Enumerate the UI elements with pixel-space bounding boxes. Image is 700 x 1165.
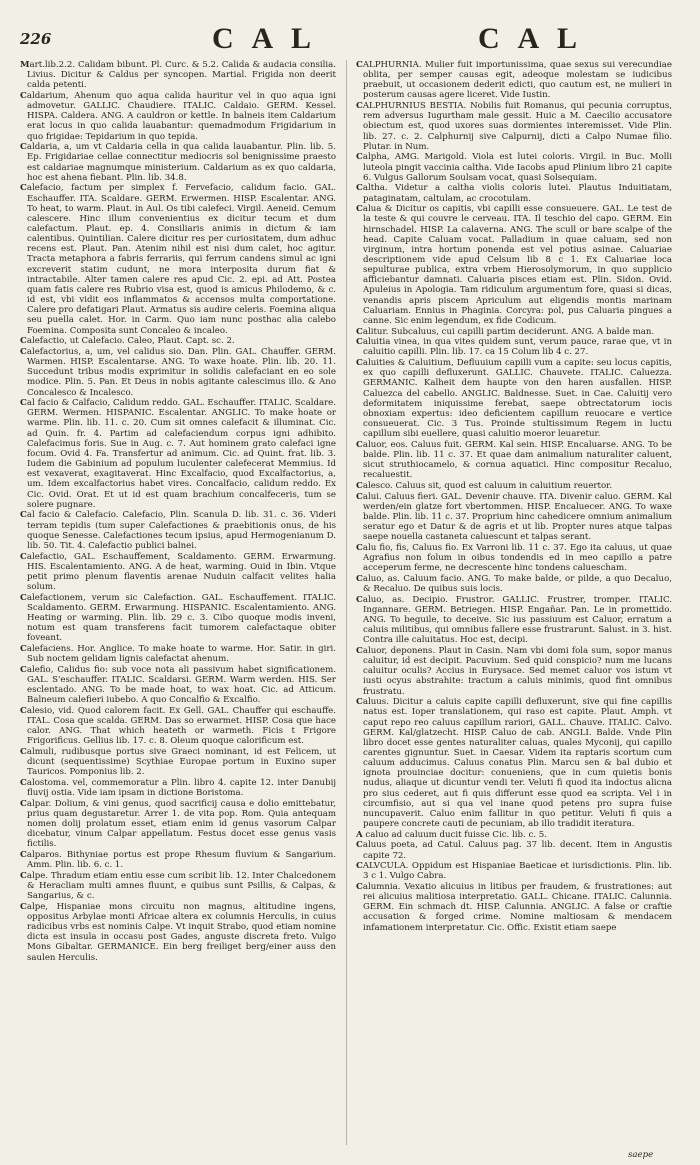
page-number: 226 [20,30,52,48]
dictionary-entry: Caluo, as. Caluum facio. ANG. To make balde, or pilde, a quo Decaluo, & Recaluo. De quibus suis locis. [356,573,672,594]
dictionary-entry: Mart.lib.2.2. Calidam bibunt. Pl. Curc. & 5.2. Calida & audacia consilia. Livius. Dicitur & Caldus per syncopen. Martial. Frigida non deerit calda petenti. [20,60,336,91]
dictionary-entry: CALPHURNIUS BESTIA. Nobilis fuit Romanus, qui pecunia corruptus, rem adversus Iugurtham male gessit. Huic a M. Caecilio accusatore obiectum est, quod uxores suas dormientes interemisset. Vide Plin. lib. 27. c. 2. Calphurnij sive Calpurnij, dicti a Calpo Numae filio. Plutar. in Num. [356,101,672,152]
dictionary-entry: Caluor, deponens. Plaut in Casin. Nam vbi domi fola sum, sopor manus caluitur, id est decipit. Pacuvium. Sed quid conspicio? num me lucans caluitur oculis? Accius in Eurysace. Sed memet caluor vos istum vt iusti ocyus abstrahite: tractum a caluis minimis, quod fint omnibus frustratu. [356,645,672,697]
dictionary-entry: Caluus. Dicitur a caluis capite capilli defluxerunt, sive qui fine capillis natus est. Ioper translationem, qui raso est capite. Plaut. Amph. vt caput repo reo caluus capillum rariori, GALL. Chauve. ITALIC. Calvo. GERM. Kal/glatzecht. HISP. Caluo de cab. ANGLI. Balde. Vnde Plin libro docet esse gentes naturaliter caluas, quales Myconij, qui capillo carentes gignuntur. Suet. in Caesar. Videm ita raptaris scortum cum caluum adducimus. Caluus conatus Plin. Marcu sen & bal dubio et ignota prouinciae docitur: conueniens, que in cum quietis bonis nudus, aliaque ut dicuntur vendi ter. Veluti fi quod ita indoctus alicna pro sius cederet, aut fi quis differunt esse quod ea scripta. Vel i in circumfisio, aut si qua vel inane quod petens pro supra fuise nuncupaverit. Caluo enim fallitur in quo petitur. Veluti fi quis a paupere concrete cauti de pecuniam, ab illo tradidit iteratura. [356,697,672,830]
dictionary-entry: Calitur. Subcaluus, cui capilli partim deciderunt. ANG. A balde man. [356,326,655,337]
left-column [20,60,336,1150]
dictionary-entry: A caluo ad caluum ducit fuisse Cic. lib. c. 5. [356,829,547,840]
catchword: saepe [628,1150,654,1160]
dictionary-entry: Calesio, vid. Quod calorem facit. Ex Gell. GAL. Chauffer qui eschauffe. ITAL. Cosa que scalda. GERM. Das so erwarmet. HISP. Cosa que hace calor. ANG. That which heateth or warmeth. Ficis t Frigore Frigorificus. Gellius lib. 17. c. 8. Oleum quoque calorificum est. [20,705,336,747]
dictionary-entry: Caluo, as. Decipio. Frustror. GALLIC. Frustrer, tromper. ITALIC. Ingannare. GERM. Betriegen. HISP. Engañar. Pan. Le in promettido. ANG. To beguile, to deceive. Sic ius passiuum est Caluor, erratum a caluis militibus, qui omnibus fallere esse frustrarunt. Salust. in 3. hist. Contra ille caluitatus. Hoc est, decipi. [356,594,672,646]
dictionary-entry: Caluities & Caluitium, Defluuium capilli vum a capite: seu locus capitis, ex quo capilli defluxerunt. GALLIC. Chauvete. ITALIC. Caluezza. GERMANIC. Kalheit dem haupte von den haren ausfallen. HISP. Caluezca del cabello. ANGLIC. Baldnesse. Suet. in Cae. Caluitij vero deformitatem iniquissime ferebat, saepe obtrectatorum iocis obnoxiam expertus: ideo deficientem capillum reuocare e vertice consueuerat. Cic. 3 Tus. Proinde stultissimum Regem in luctu capillum sibi euellere, quasi caluitio moeror leuaretur. [356,358,672,440]
dictionary-entry: Calpe, Hispaniae mons circuitu non magnus, altitudine ingens, oppositus Arbylae monti Africae altera ex columnis Herculis, in cuius radicibus vrbs est nominis Calpe. Vt inquit Strabo, quod etiam nomine dicta est insula in occasu post Gades, anguste discreta freto. Vulgo Mons Gibaltar. GERMANICE. Ein berg freiliget berg/einer auss den saulen Herculis. [20,901,336,963]
column-divider [346,60,347,1145]
dictionary-entry: CALVCULA. Oppidum est Hispaniae Baeticae et iurisdictionis. Plin. lib. 3 c 1. Vulgo Cabra. [356,861,672,882]
right-column [356,60,672,1150]
page-header [0,18,700,55]
dictionary-entry: Calumnia. Vexatio alicuius in litibus per fraudem, & frustrationes: aut rei alicuius malitiosa interpretatio. GALL. Chicane. ITALIC. Calunnia. GERM. Ein schmach dt. HISP. Calunnia. ANGLIC. A false or craftie accusation & forged crime. Nomine maltiosam & mendacem infamationem interpretatur. Cic. Offic. Existit etiam saepe [356,882,672,933]
dictionary-entry: Calparos. Bithyniae portus est prope Rhesum fluvium & Sangarium. Amm. Plin. lib. 6. c. 1. [20,850,336,871]
dictionary-entry: Calu fio, fis, Caluus fio. Ex Varroni lib. 11 c. 37. Ego ita caluus, ut quae Agrafius non folum in oibus tondendis ed in meo capillo a patre acceperum ferme, ne decrescente hinc tondens caluescham. [356,542,672,574]
dictionary-entry: Cal facio & Calfacio, Calidum reddo. GAL. Eschauffer. ITALIC. Scaldare. GERM. Wermen. HISPANIC. Escalentar. ANGLIC. To make hoate or warme. Plin. lib. 11. c. 20. Cum sit omnes calefacit & illuminat. Cic. ad Quin. fr. 4. Partim ad calefaciendum corpus igni adhibito. Calefacimus foris. Sue in Aug. c. 7. Aut hominem grato calefaci igne focum. Ovid 4. Fa. Transfertur ad animum. Cic. ad Quint. frat. lib. 3. Iudem die Gabinium ad populum luculenter calefecerat Memmius. Id est vexaverat, exagitaverat. Hinc Excalfacio, quod Excalfactorius, a, um. Idem excalfactorius habet vires. Concalfacio, calidum reddo. Ex Cic. Ovid. Orat. Et ut id est quam brachium concalfeceris, tum se solere pugnare. [20,398,336,510]
dictionary-entry: Calpar. Dolium, & vini genus, quod sacrificij causa e dolio emittebatur, prius quam degustaretur. Arrer 1. de vita pop. Rom. Quia antequam nomen dolij prolatum esset, etiam enim id genus vasorum Calpar dicebatur, vinum Calpar appellatum. Festus docet esse genus vasis fictilis. [20,798,336,850]
dictionary-entry: Caldarium, Ahenum quo aqua calida hauritur vel in quo aqua igni admovetur. GALLIC. Chaudiere. ITALIC. Caldaio. GERM. Kessel. HISPA. Caldera. ANG. A cauldron or kettle. In balneis item Caldarium erat locus in quo calida lauabantur: quemadmodum Frigidarium in quo frigidae: Tepidarium in quo tepida. [20,90,336,142]
dictionary-entry: Calpe. Thradum etiam entiu esse cum scribit lib. 12. Inter Chalcedonem & Heracliam multi amnes fluunt, e quibus sunt Psillis, & Calpas, & Sangarius, & c. [20,870,336,902]
dictionary-entry: Calefactionem, verum sic Calefaction. GAL. Eschauffement. ITALIC. Scaldamento. GERM. Erwarmung. HISPANIC. Escalentamiento. ANG. Heating or warming. Plin. lib. 29 c. 3. Cibo quoque modis inveni, notum est quam transferens facit tumorem calefactaque obiter foveant. [20,592,336,644]
dictionary-entry: CALPHURNIA. Mulier fuit importunissima, quae sexus sui verecundiae oblita, per semper causas egit, adeoque molestam se iudicibus praebuit, ut occasionem dederit edicti, quo cautum est, ne mulieri in posterum causas agere liceret. Vide Iustin. [356,60,672,101]
running-head-right: C A L [478,22,584,55]
dictionary-entry: Calpha, AMG. Marigold. Viola est lutei coloris. Virgil. in Buc. Molli luteola pingit vaccinia caltha. Vide Iacobs apud Plinium libro 21 capite 6. Vulgus Gallorum Soulsam vocat, quasi Solsequiam. [356,152,672,183]
dictionary-entry: Caluitia vinea, in qua vites quidem sunt, verum pauce, rarae que, vt in caluitio capilli. Plin. lib. 17. ca 15 Colum lib 4 c. 27. [356,337,672,358]
dictionary-entry: Calmuli, rudibusque portus sive Graeci nominant, id est Felicem, ut dicunt (sequentissime) Scythiae Europae portum in Euxino super Tauricos. Pomponius lib. 2. [20,746,336,778]
dictionary-entry: Caluor, eos. Caluus fuit. GERM. Kal sein. HISP. Encaluarse. ANG. To be balde. Plin. lib. 11 c. 37. Et quae dam animalium naturaliter caluent, sicut struthiocamelo, & cornua aquatici. Hinc compositur Recaluo, recaluestit. [356,439,672,481]
dictionary-entry: Cal facio & Calefacio. Calefacio, Plin. Scanula D. lib. 31. c. 36. Videri terram tepidis (tum super Calefactiones & praebitionis onus, de his quoque Senesse. Calefactiones tecum ipsius, apud Hermogenianum D. lib. 50. Tit. 4. Calefactio publici balnei. [20,510,336,551]
dictionary-entry: Calefaciens. Hor. Anglice. To make hoate to warme. Hor. Satir. in giri. Sub noctem gelidam lignis calefactat ahenum. [20,643,336,665]
dictionary-entry: Calua & Dicitur os capitis, vbi capilli esse consueuere. GAL. Le test de la teste & qui couvre le cerveau. ITA. Il teschio del capo. GERM. Ein hirnschadel. HISP. La calaverna. ANG. The scull or bare scalpe of the head. Capite Caluam vocat. Palladium in quae caluam, sed non virginum, intra hortum ponenda est vel potius asinae. Caluariae descriptionem vide apud Celsum lib 8 c 1. Ex Caluariae loca sepulturae publica, extra vrbem Hierosolymorum, in quo supplicio afficiebantur damnati. Caluaria pisces etiam est. Plin. Sidon. Ovid. Apuleius in Apologia. Tam ridiculum argumentum fore, quasi si dicas, venandis apris piscem Apriculum aut eligendis montis marinam Caluariam. Ennius in Phaginia. Corcyra: pol, pus Caluaria pingues a canne. Sic enim legendum, ex fide Codicum. [356,204,672,326]
dictionary-entry: Calui. Caluus fieri. GAL. Devenir chauve. ITA. Divenir caluo. GERM. Kal werden/ein glatze fort vbertommen. HISP. Encaluecer. ANG. To waxe balde. Plin. lib. 11 c. 37. Proprium hinc cahedicere omnium animalium seratur ego et Datur & de agris et ut lib. Propter nures atque talpas saepe nouella castaneta caluescunt et talpas serant. [356,491,672,543]
dictionary-entry: Calostoma. vel, commemoratur a Plin. libro 4. capite 12. inter Danubij fluvij ostia. Vide iam ipsam in dictione Boristoma. [20,777,336,799]
running-head-left: C A L [212,22,318,55]
dictionary-entry: Calesco. Caluus sit, quod est caluum in caluitium reuertor. [356,480,613,491]
dictionary-entry: Calefactio, GAL. Eschauffement, Scaldamento. GERM. Erwarmung. HIS. Escalentamiento. ANG. A de heat, warming. Ouid in Ibin. Vtque petit primo plenum flaventis arenae Nuduin calfacit velites halia solum. [20,551,336,592]
dictionary-entry: Calefactio, ut Calefacio. Caleo, Plaut. Capt. sc. 2. [20,336,235,347]
dictionary-entry: Calefacio, factum per simplex f. Fervefacio, calidum facio. GAL. Eschauffer. ITA. Scaldare. GERM. Erwermen. HISP. Escalentar. ANG. To heat, to warm. Plaut. in Aul. Os tibi calefeci. Virgil. Aeneid. Cemum calescere. Hinc illum convenientius ex dicitur tecum et dum calefactum. Plaut. ep. 4. Consiliaris animis in dictum & iam calentibus. Quintilian. Calere dicitur res per curiositatem, dum adhuc recens est. Plaut. Pan. Atenim nihil est nisi dum calet, hoc agitur. Tracta metaphora a fabris ferrariis, qui ferrum candens simul ac igni excreverit statim cudunt, ne mora interposita durum fiat & intractabile. Alter tamen calere res apud Cic. 2. epi. ad Att. Postea quam fatis calere res Rubrio visa est, quod is amicus Philodemo, & c. id est, vbi vidit eos inflammatos & accensos multa comportatione. Calere pro defatigari Plaut. Armatus sis audire celeris. Foemina aliqua seu puella calet. Hor. in Carm. Quo iam nunc posthac alia calebo Foemina. Composita sunt Concaleo & incaleo. [20,183,336,336]
dictionary-entry: Calefactorius, a, um, vel calidus sio. Dan. Plin. GAL. Chauffer. GERM. Warmen. HISP. Escalentarse. ANG. To waxe hoate. Plin. lib. 20. 11. Succedunt tribus modis exprimitur in solidis calefaciant en eo sole modice. Plin. 5. Pan. Et Deus in nobis agitante calescimus illo. & Ano Concalesco & Incalesco. [20,346,336,398]
dictionary-entry: Calefio, Calidus fio: sub voce nota ali passivum habet significationem. GAL. S'eschauffer. ITALIC. Scaldarsi. GERM. Warm werden. HIS. Ser esclentado. ANG. To be made hoat, to wax hoat. Cic. ad Atticum. Balneum calefieri iubebo. A quo Concalfio & Excalfio. [20,664,336,706]
dictionary-entry: Caluus poeta, ad Catul. Caluus pag. 37 lib. decent. Item in Angustis capite 72. [356,840,672,861]
dictionary-entry: Caldaria, a, um vt Caldaria cella in qua calida lauabantur. Plin. lib. 5. Ep. Frigidariae cellae connectitur mediocris sol benignissime praesto est caldariae magnumque ministerium. Caldarium as ex quo caldaria, hoc est ahena fiebant. Plin. lib. 34.8. [20,142,336,183]
dictionary-entry: Caltha. Videtur a caltha violis coloris lutei. Plautus Induitiatam, pataginatam, caltulam, ac crocotulam. [356,183,672,204]
